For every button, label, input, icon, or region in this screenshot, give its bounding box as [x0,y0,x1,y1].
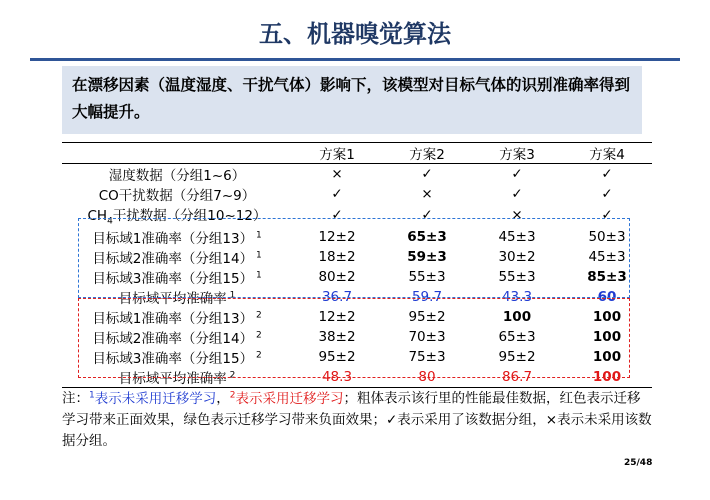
table-row [62,164,652,185]
table-cell: ✓ [601,166,613,182]
row-label: $CH_4$干扰数据（分组10~12） [87,208,267,227]
header-cell: 方案1 [319,147,355,163]
table-row [62,327,652,347]
row-label: CO干扰数据（分组7~9） [98,188,256,204]
slide-title: 五、机器嗅觉算法 [259,20,451,48]
table-cell: ✓ [421,207,433,224]
row-label: 湿度数据（分组1~6） [108,168,246,184]
table-row [62,267,652,287]
header-cell [62,143,292,164]
table-cell: 59±3 [407,248,447,265]
footnote [62,385,652,452]
table-cell: 100 [502,308,532,325]
table-row [62,247,652,267]
table-cell: 86.7 [501,368,533,385]
row-label: 目标域1准确率（分组13） $^2$ [92,310,262,327]
results-table [62,142,652,388]
table-row [62,204,652,227]
table-cell: × [331,166,343,182]
table-cell: 100 [592,348,622,365]
table-cell: 38±2 [318,328,356,345]
row-label: 目标域平均准确率 $^2$ [118,370,236,387]
table-cell: 75±3 [408,348,446,365]
results-table-wrap [62,142,652,388]
row-label: 目标域平均准确率 $^1$ [118,290,236,307]
table-cell: 59.7 [411,288,443,305]
table-cell: 18±2 [318,248,356,265]
table-cell: 65±3 [498,328,536,345]
table-row [62,347,652,367]
table-cell: 36.7 [321,288,353,305]
table-row [62,307,652,327]
page-number: 25/48 [624,458,653,468]
table-row [62,227,652,247]
table-cell: × [511,207,523,224]
subtitle-box: 在漂移因素（温度湿度、干扰气体）影响下，该模型对目标气体的识别准确率得到大幅提升。 [62,66,642,134]
table-cell: 55±3 [498,268,536,285]
header-cell: 方案4 [589,147,625,163]
table-body [62,164,652,388]
table-cell: ✓ [331,186,343,202]
note-separator: ， [216,390,230,407]
table-row [62,184,652,204]
table-cell: 12±2 [318,308,356,325]
table-cell: 55±3 [408,268,446,285]
table-cell: 100 [592,308,622,325]
table-cell: ✓ [511,186,523,202]
header-cell: 方案3 [499,147,535,163]
table-cell: 85±3 [587,268,627,285]
row-label: 目标域3准确率（分组15） $^1$ [92,270,262,287]
table-cell: ✓ [601,186,613,202]
row-label: 目标域2准确率（分组14） $^2$ [92,330,262,347]
table-cell: 30±2 [498,248,536,265]
table-cell: 60 [597,288,617,305]
note-prefix: 注： [62,390,89,407]
table-cell: 95±2 [408,308,446,325]
table-cell: 45±3 [588,248,626,265]
table-cell: ✓ [331,207,343,224]
table-cell: ✓ [601,207,613,224]
note-rest: ；粗体表示该行里的性能最佳数据，红色表示迁移学习带来正面效果，绿色表示迁移学习带来负面效果；✓表示采用了该数据分组，×表示未采用该数据分组。 [62,390,652,449]
table-cell: 80±2 [318,268,356,285]
row-label: 目标域3准确率（分组15） $^2$ [92,350,262,367]
table-cell: 80 [418,368,436,385]
table-cell: 50±3 [588,228,626,245]
table-cell: 12±2 [318,228,356,245]
row-label: 目标域2准确率（分组14） $^1$ [92,250,262,267]
table-cell: × [421,186,433,202]
note-transfer: $^2$表示采用迁移学习 [229,390,344,407]
table-cell: 65±3 [407,228,447,245]
table-cell: 100 [592,368,622,385]
table-cell: 48.3 [321,368,353,385]
table-row [62,287,652,307]
table-cell: 95±2 [498,348,536,365]
table-cell: 100 [592,328,622,345]
row-label: 目标域1准确率（分组13） $^1$ [92,230,262,247]
table-cell: 95±2 [318,348,356,365]
table-cell: ✓ [421,166,433,182]
header-cell: 方案2 [409,147,445,163]
title-divider [30,58,680,61]
table-header-row [62,143,652,164]
table-cell: 70±3 [408,328,446,345]
table-cell: ✓ [511,166,523,182]
table-cell: 45±3 [498,228,536,245]
table-cell: 43.3 [501,288,533,305]
note-no-transfer: $^1$表示未采用迁移学习 [89,390,217,407]
